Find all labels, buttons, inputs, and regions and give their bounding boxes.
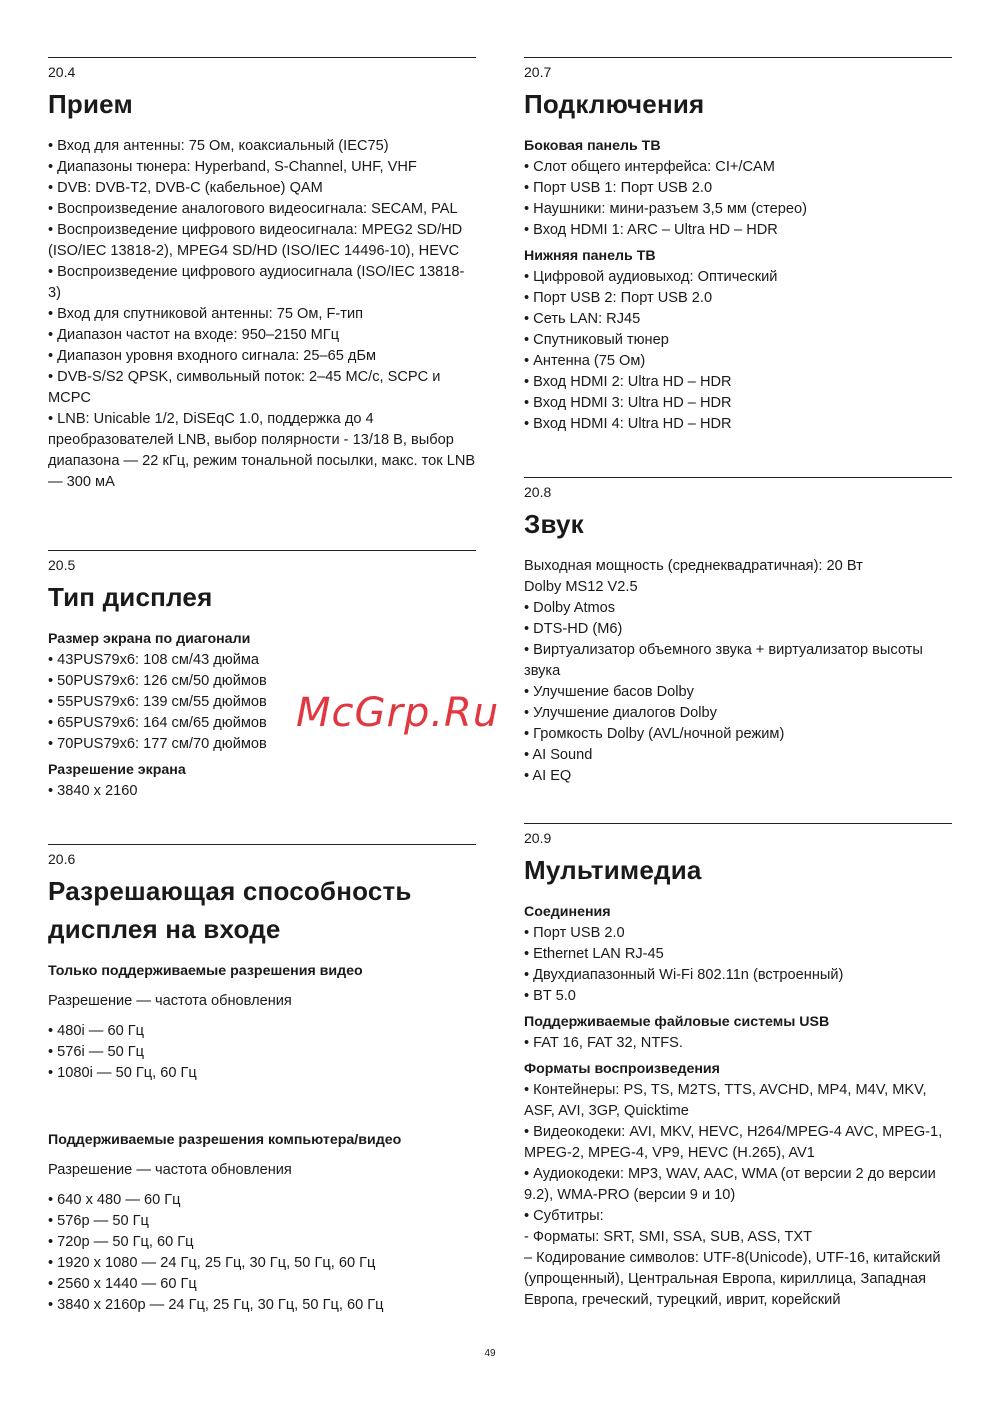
section-20-6 xyxy=(48,844,476,1316)
list-item: • DTS-HD (M6) xyxy=(524,621,623,637)
list-item: - Форматы: SRT, SMI, SSA, SUB, ASS, TXT xyxy=(524,1229,813,1245)
list-item: • 720p — 50 Гц, 60 Гц xyxy=(48,1234,194,1250)
list-item: • Вход HDMI 3: Ultra HD – HDR xyxy=(524,395,732,411)
list-item: • Ethernet LAN RJ-45 xyxy=(524,946,664,962)
list-item: • DVB: DVB-T2, DVB-C (кабельное) QAM xyxy=(48,180,323,196)
list-item: • 70PUS79x6: 177 см/70 дюймов xyxy=(48,736,267,752)
list-item: • Воспроизведение цифрового видеосигнала: MPEG2 SD/HD (ISO/IEC 13818-2), MPEG4 SD/HD (ISO/IEC 14496-10), HEVC xyxy=(48,222,463,259)
list-item: • Видеокодеки: AVI, MKV, HEVC, H264/MPEG-4 AVC, MPEG-1, MPEG-2, MPEG-4, VP9, HEVC (H.265), AV1 xyxy=(524,1124,943,1161)
spec-list xyxy=(524,556,952,787)
subheading: Боковая панель ТВ xyxy=(524,138,661,154)
list-item: • Воспроизведение цифрового аудиосигнала (ISO/IEC 13818-3) xyxy=(48,264,465,301)
list-item: Dolby MS12 V2.5 xyxy=(524,579,638,595)
list-item: • Диапазоны тюнера: Hyperband, S-Channel, UHF, VHF xyxy=(48,159,417,175)
list-item: • Цифровой аудиовыход: Оптический xyxy=(524,269,778,285)
spec-list xyxy=(48,781,476,802)
section-20-5 xyxy=(48,550,476,802)
spec-list xyxy=(524,157,952,241)
list-item: • Воспроизведение аналогового видеосигнала: SECAM, PAL xyxy=(48,201,458,217)
section-20-9 xyxy=(524,823,952,1311)
spec-list xyxy=(48,136,476,493)
spec-list xyxy=(48,1021,476,1084)
list-item: • 480i — 60 Гц xyxy=(48,1023,145,1039)
list-item: • 55PUS79x6: 139 см/55 дюймов xyxy=(48,694,267,710)
list-item: • Порт USB 2.0 xyxy=(524,925,625,941)
list-item: • 50PUS79x6: 126 см/50 дюймов xyxy=(48,673,267,689)
list-item: • Dolby Atmos xyxy=(524,600,616,616)
list-item: • Двухдиапазонный Wi-Fi 802.11n (встроенный) xyxy=(524,967,844,983)
list-item: • FAT 16, FAT 32, NTFS. xyxy=(524,1035,683,1051)
list-item: • 1080i — 50 Гц, 60 Гц xyxy=(48,1065,197,1081)
spec-list xyxy=(48,1190,476,1316)
section-20-4 xyxy=(48,57,476,493)
list-item: • Громкость Dolby (AVL/ночной режим) xyxy=(524,726,785,742)
subheading: Разрешение экрана xyxy=(48,762,186,778)
section-title: Мультимедиа xyxy=(524,855,702,885)
section-number: 20.7 xyxy=(524,64,552,80)
subheading: Соединения xyxy=(524,904,611,920)
section-title: Звук xyxy=(524,509,584,539)
list-item: • Диапазон частот на входе: 950–2150 МГц xyxy=(48,327,340,343)
section-number: 20.8 xyxy=(524,484,552,500)
subheading: Только поддерживаемые разрешения видео xyxy=(48,963,363,979)
list-item: • Улучшение диалогов Dolby xyxy=(524,705,717,721)
list-item: • Антенна (75 Ом) xyxy=(524,353,646,369)
list-item: • Спутниковый тюнер xyxy=(524,332,669,348)
section-title: Прием xyxy=(48,89,133,119)
section-number: 20.9 xyxy=(524,830,552,846)
section-body xyxy=(524,136,952,435)
list-item: • Наушники: мини-разъем 3,5 мм (стерео) xyxy=(524,201,808,217)
list-item: • Диапазон уровня входного сигнала: 25–65 дБм xyxy=(48,348,377,364)
list-item: • Улучшение басов Dolby xyxy=(524,684,694,700)
section-body xyxy=(48,629,476,802)
section-title: Тип дисплея xyxy=(48,582,213,612)
section-title: Подключения xyxy=(524,89,705,119)
paragraph: Разрешение — частота обновления xyxy=(48,1162,292,1178)
list-item: • 3840 x 2160 xyxy=(48,783,138,799)
list-item: • Слот общего интерфейса: CI+/CAM xyxy=(524,159,775,175)
list-item: Выходная мощность (среднеквадратичная): 20 Вт xyxy=(524,558,863,574)
subheading: Нижняя панель ТВ xyxy=(524,248,656,264)
list-item: • Субтитры: xyxy=(524,1208,604,1224)
section-body xyxy=(48,961,476,1316)
subheading: Поддерживаемые разрешения компьютера/видео xyxy=(48,1132,402,1148)
subheading: Поддерживаемые файловые системы USB xyxy=(524,1014,830,1030)
list-item: • Вход HDMI 1: ARC – Ultra HD – HDR xyxy=(524,222,778,238)
list-item: • Вход для антенны: 75 Ом, коаксиальный (IEC75) xyxy=(48,138,389,154)
spec-list xyxy=(48,650,476,755)
section-body xyxy=(524,902,952,1311)
section-number: 20.5 xyxy=(48,557,76,573)
list-item: • DVB-S/S2 QPSK, символьный поток: 2–45 МС/с, SCPC и MCPC xyxy=(48,369,441,406)
list-item: • 640 x 480 — 60 Гц xyxy=(48,1192,181,1208)
watermark-logo: McGrp.Ru xyxy=(296,690,500,736)
spec-list xyxy=(524,1033,952,1054)
list-item: • LNB: Unicable 1/2, DiSEqC 1.0, поддержка до 4 преобразователей LNB, выбор полярности - 13/18 В, выбор диапазона — 22 кГц, режим тональной посылки, макс. ток LNB — 300 мА xyxy=(48,411,476,490)
list-item: • AI EQ xyxy=(524,768,572,784)
section-body xyxy=(524,556,952,787)
spec-list xyxy=(524,1080,952,1311)
list-item: • Виртуализатор объемного звука + виртуализатор высоты звука xyxy=(524,642,923,679)
page-number: 49 xyxy=(484,1348,496,1359)
list-item: • Порт USB 1: Порт USB 2.0 xyxy=(524,180,713,196)
list-item: • 1920 x 1080 — 24 Гц, 25 Гц, 30 Гц, 50 Гц, 60 Гц xyxy=(48,1255,376,1271)
list-item: • AI Sound xyxy=(524,747,593,763)
list-item: • BT 5.0 xyxy=(524,988,576,1004)
list-item: • Контейнеры: PS, TS, M2TS, TTS, AVCHD, MP4, M4V, MKV, ASF, AVI, 3GP, Quicktime xyxy=(524,1082,927,1119)
list-item: – Кодирование символов: UTF-8(Unicode), UTF-16, китайский (упрощенный), Центральная Европа, кириллица, Западная Европа, греческий, турецкий, иврит, корейский xyxy=(524,1250,941,1308)
section-title: Разрешающая способность дисплея на входе xyxy=(48,876,412,944)
list-item: • Вход HDMI 2: Ultra HD – HDR xyxy=(524,374,732,390)
list-item: • 65PUS79x6: 164 см/65 дюймов xyxy=(48,715,267,731)
section-number: 20.6 xyxy=(48,851,76,867)
list-item: • 576i — 50 Гц xyxy=(48,1044,145,1060)
list-item: • Вход HDMI 4: Ultra HD – HDR xyxy=(524,416,732,432)
list-item: • 2560 x 1440 — 60 Гц xyxy=(48,1276,197,1292)
section-20-8 xyxy=(524,477,952,787)
list-item: • 3840 x 2160p — 24 Гц, 25 Гц, 30 Гц, 50 Гц, 60 Гц xyxy=(48,1297,384,1313)
list-item: • Сеть LAN: RJ45 xyxy=(524,311,641,327)
section-number: 20.4 xyxy=(48,64,76,80)
paragraph: Разрешение — частота обновления xyxy=(48,993,292,1009)
list-item: • Порт USB 2: Порт USB 2.0 xyxy=(524,290,713,306)
list-item: • Аудиокодеки: MP3, WAV, AAC, WMA (от версии 2 до версии 9.2), WMA-PRO (версии 9 и 10) xyxy=(524,1166,936,1203)
subheading: Размер экрана по диагонали xyxy=(48,631,251,647)
spec-list xyxy=(524,267,952,435)
list-item: • Вход для спутниковой антенны: 75 Ом, F-тип xyxy=(48,306,364,322)
subheading: Форматы воспроизведения xyxy=(524,1061,720,1077)
section-body xyxy=(48,136,476,493)
list-item: • 576p — 50 Гц xyxy=(48,1213,149,1229)
list-item: • 43PUS79x6: 108 см/43 дюйма xyxy=(48,652,259,668)
spec-list xyxy=(524,923,952,1007)
section-20-7 xyxy=(524,57,952,435)
